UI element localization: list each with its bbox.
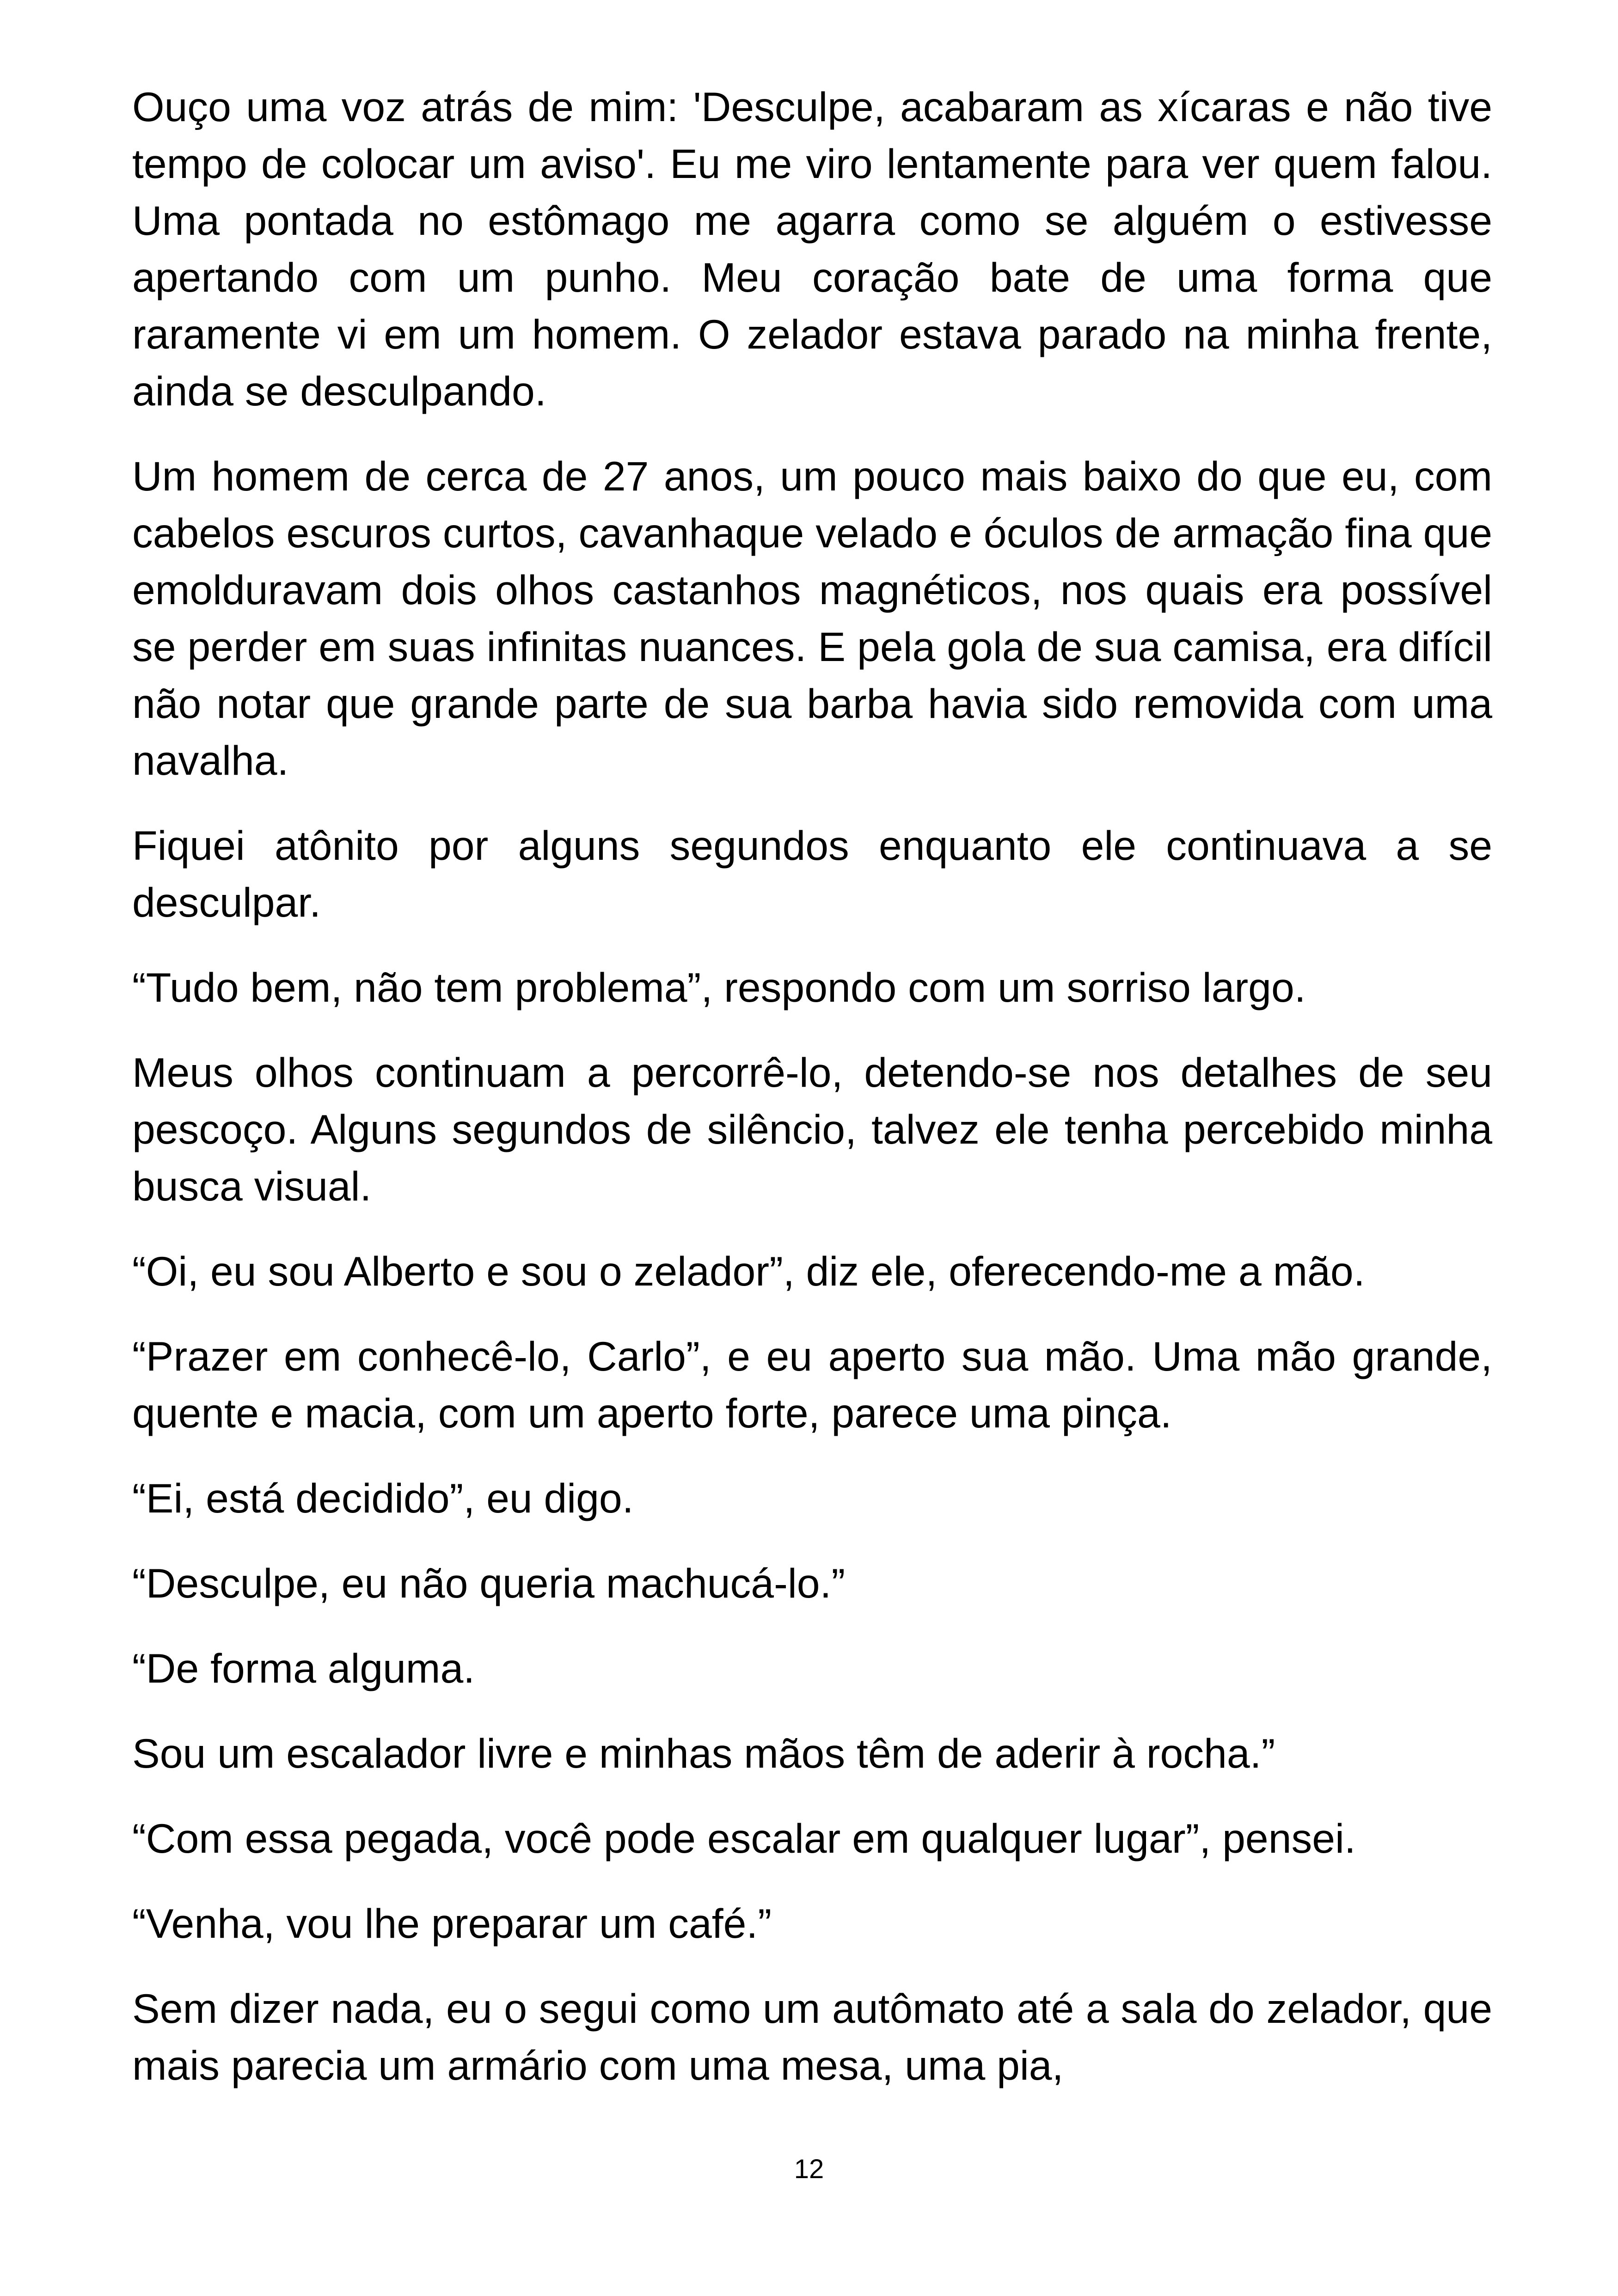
paragraph: “Ei, está decidido”, eu digo. [132, 1475, 634, 1521]
paragraph: “De forma alguma. [132, 1645, 475, 1691]
paragraph: “Tudo bem, não tem problema”, respondo com um sorriso largo. [132, 964, 1306, 1010]
paragraph: “Oi, eu sou Alberto e sou o zelador”, diz ele, oferecendo-me a mão. [132, 1248, 1365, 1294]
page-number: 12 [794, 2154, 824, 2184]
paragraph: Ouço uma voz atrás de mim: 'Desculpe, acabaram as xícaras e não tive tempo de colocar um aviso'. Eu me viro lentamente para ver quem falou. Uma pontada no estômago me agarra como se alguém o estivesse apertando com um punho. Meu coração bate de uma forma que raramente vi em um homem. O zelador estava parado na minha frente, ainda se desculpando. [132, 84, 1492, 414]
paragraph: Fiquei atônito por alguns segundos enquanto ele continuava a se desculpar. [132, 822, 1492, 925]
paragraph: “Com essa pegada, você pode escalar em qualquer lugar”, pensei. [132, 1815, 1356, 1861]
paragraph: Um homem de cerca de 27 anos, um pouco mais baixo do que eu, com cabelos escuros curtos, cavanhaque velado e óculos de armação fina que emolduravam dois olhos castanhos magnéticos, nos quais era possível se perder em suas infinitas nuances. E pela gola de sua camisa, era difícil não notar que grande parte de sua barba havia sido removida com uma navalha. [132, 453, 1492, 784]
body-text [132, 79, 1492, 2122]
paragraph: Sem dizer nada, eu o segui como um autômato até a sala do zelador, que mais parecia um armário com uma mesa, uma pia, [132, 1985, 1492, 2088]
paragraph: Sou um escalador livre e minhas mãos têm de aderir à rocha.” [132, 1730, 1275, 1776]
paragraph: “Prazer em conhecê-lo, Carlo”, e eu aperto sua mão. Uma mão grande, quente e macia, com um aperto forte, parece uma pinça. [132, 1333, 1492, 1436]
paragraph: “Desculpe, eu não queria machucá-lo.” [132, 1560, 846, 1606]
paragraph: “Venha, vou lhe preparar um café.” [132, 1900, 772, 1947]
paragraph: Meus olhos continuam a percorrê-lo, detendo-se nos detalhes de seu pescoço. Alguns segundos de silêncio, talvez ele tenha percebido minha busca visual. [132, 1049, 1492, 1209]
